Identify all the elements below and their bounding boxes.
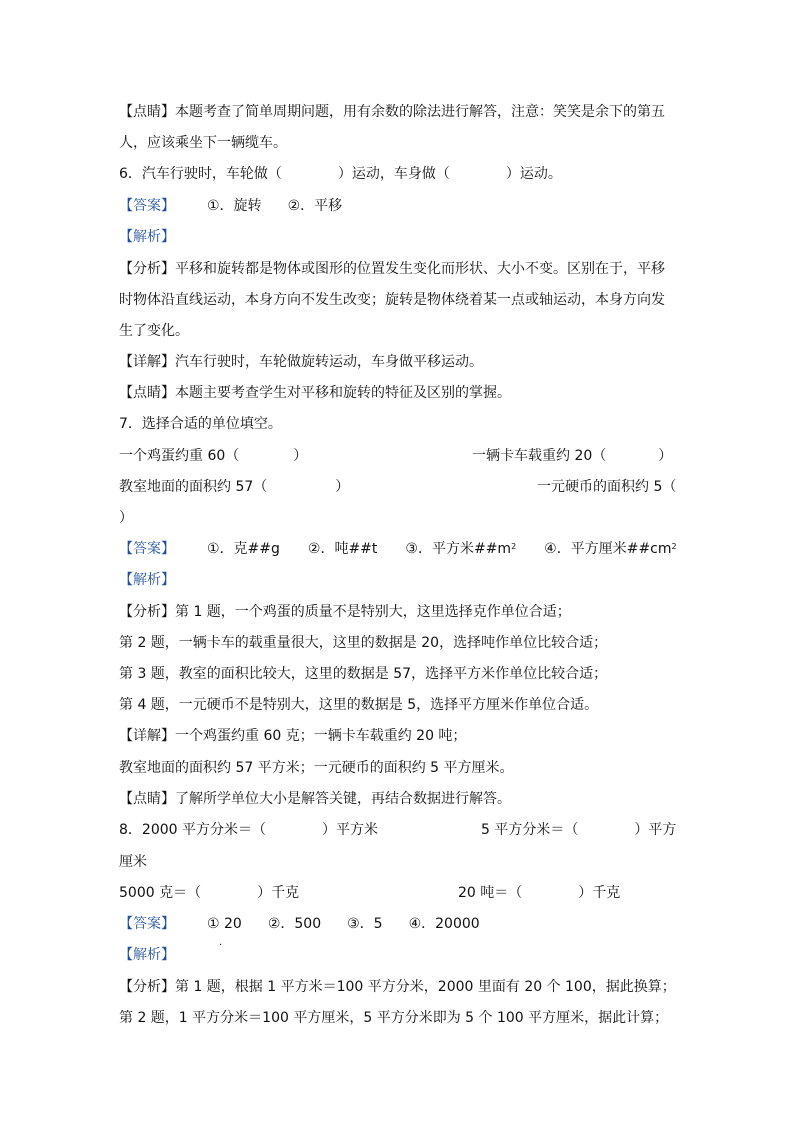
q7-item-2-text: 一辆卡车载重约 20（ (472, 448, 607, 464)
q7-detail-1 (119, 726, 466, 746)
q8-item-4 (458, 883, 620, 903)
q7-answer-3-sup: 2 (511, 542, 517, 551)
q8-item-3 (119, 883, 299, 903)
q7-answer-3: ③．平方米##m (405, 541, 512, 557)
analysis-line-2: 时物体沿直线运动，本身方向不发生改变；旋转是物体绕着某一点或轴运动，本身方向发 (119, 292, 665, 308)
analysis-line-3: 生了变化。 (119, 323, 189, 339)
q8-item-2-close: ）平方 (634, 822, 677, 838)
analysis-label: 【解析】 (119, 947, 175, 963)
q8-answer-2: ②．500 (267, 916, 322, 932)
q7-item-2-close: ） (658, 448, 673, 464)
note-line (119, 102, 665, 122)
q7-answer-4-sup: 2 (671, 542, 677, 551)
analysis-label: 【解析】 (119, 229, 175, 245)
analysis-line (119, 259, 665, 279)
q8-item-2-cont: 厘米 (119, 854, 147, 870)
detail-line (119, 352, 483, 372)
q6-part-a: 6．汽车行驶时，车轮做（ (119, 166, 282, 182)
analysis-prefix: 【分析】 (119, 604, 175, 620)
q8-answer-1: ① 20 (207, 916, 242, 932)
q7-item-2 (472, 446, 672, 466)
q6-part-b: ）运动，车身做（ (337, 166, 450, 182)
comment-prefix: 【点睛】 (119, 791, 175, 807)
answer-label: 【答案】 (119, 541, 175, 557)
q7-answer-2: ②．吨##t (307, 541, 378, 557)
analysis-label: 【解析】 (119, 572, 175, 588)
q8-item-4-close: ）千克 (578, 885, 621, 901)
q7-item-4: 一元硬币的面积约 5（ (537, 479, 677, 495)
q7-analysis-2: 第 2 题，一辆卡车的载重量很大，这里的数据是 20，选择吨作单位比较合适； (119, 635, 608, 651)
q7-answer-1: ①．克##g (207, 541, 280, 557)
q8-answer-3: ③．5 (347, 916, 383, 932)
q8-item-1-close: ）平方米 (322, 822, 378, 838)
note-text-cont: 人，应该乘坐下一辆缆车。 (119, 135, 287, 151)
answer-label: 【答案】 (119, 916, 175, 932)
analysis-text: 平移和旋转都是物体或图形的位置发生变化而形状、大小不变。区别在于，平移 (175, 261, 665, 277)
comment-prefix: 【点睛】 (119, 385, 175, 401)
q8-answer (119, 914, 480, 934)
q8-analysis-2: 第 2 题，1 平方分米＝100 平方厘米，5 平方分米即为 5 个 100 平方厘米，据此计算； (119, 1010, 669, 1026)
q7-analysis-3: 第 3 题，教室的面积比较大，这里的数据是 57，选择平方米作单位比较合适； (119, 666, 608, 682)
q7-detail-2: 教室地面的面积约 57 平方米；一元硬币的面积约 5 平方厘米。 (119, 760, 514, 776)
analysis-prefix: 【分析】 (119, 261, 175, 277)
q6-answer-1: ①．旋转 (207, 198, 262, 214)
q7-item-3 (119, 477, 349, 497)
note-prefix: 【点睛】 (119, 104, 175, 120)
q7-answer (119, 539, 677, 559)
comment-text: 本题主要考查学生对平移和旋转的特征及区别的掌握。 (175, 385, 511, 401)
q8-answer-4: ④．20000 (408, 916, 480, 932)
q7-item-1-text: 一个鸡蛋约重 60（ (119, 448, 240, 464)
analysis-text: 第 1 题，一个鸡蛋的质量不是特别大，这里选择克作单位合适； (175, 604, 571, 620)
q7-item-1-close: ） (293, 448, 308, 464)
q8-item-1 (119, 820, 378, 840)
q8-analysis-1 (119, 977, 676, 997)
q8-item-1-text: 8．2000 平方分米＝（ (119, 822, 266, 838)
analysis-text: 第 1 题，根据 1 平方米＝100 平方分米，2000 里面有 20 个 100，据此换算； (175, 979, 676, 995)
q7-item-3-close: ） (335, 479, 350, 495)
note-line-cont (119, 133, 287, 153)
detail-text: 一个鸡蛋约重 60 克；一辆卡车载重约 20 吨； (175, 728, 467, 744)
detail-prefix: 【详解】 (119, 354, 175, 370)
detail-prefix: 【详解】 (119, 728, 175, 744)
comment-text: 了解所学单位大小是解答关键，再结合数据进行解答。 (175, 791, 511, 807)
q7-item-4-close: ） (119, 510, 133, 526)
q6-part-c: ）运动。 (505, 166, 562, 182)
comment-line (119, 383, 511, 403)
q8-item-2 (481, 820, 676, 840)
q8-item-4-text: 20 吨＝（ (458, 885, 523, 901)
q7-analysis-1 (119, 602, 571, 622)
q6-answer (119, 196, 342, 216)
question-6 (119, 164, 562, 184)
q7-answer-4: ④．平方厘米##cm (544, 541, 672, 557)
q8-item-3-text: 5000 克＝（ (119, 885, 202, 901)
answer-label: 【答案】 (119, 198, 175, 214)
q8-item-3-close: ）千克 (257, 885, 300, 901)
q7-analysis-4: 第 4 题，一元硬币不是特别大，这里的数据是 5，选择平方厘米作单位合适。 (119, 697, 599, 713)
note-text: 本题考查了简单周期问题，用有余数的除法进行解答，注意：笑笑是余下的第五 (175, 104, 665, 120)
analysis-prefix: 【分析】 (119, 979, 175, 995)
q6-answer-2: ②．平移 (287, 198, 343, 214)
detail-text: 汽车行驶时，车轮做旋转运动，车身做平移运动。 (175, 354, 483, 370)
q7-item-1 (119, 446, 307, 466)
q7-comment (119, 789, 511, 809)
q8-item-2-text: 5 平方分米＝（ (481, 822, 579, 838)
question-7-title: 7．选择合适的单位填空。 (119, 416, 282, 432)
q7-item-3-text: 教室地面的面积约 57（ (119, 479, 268, 495)
dot-mark: . (219, 937, 223, 948)
